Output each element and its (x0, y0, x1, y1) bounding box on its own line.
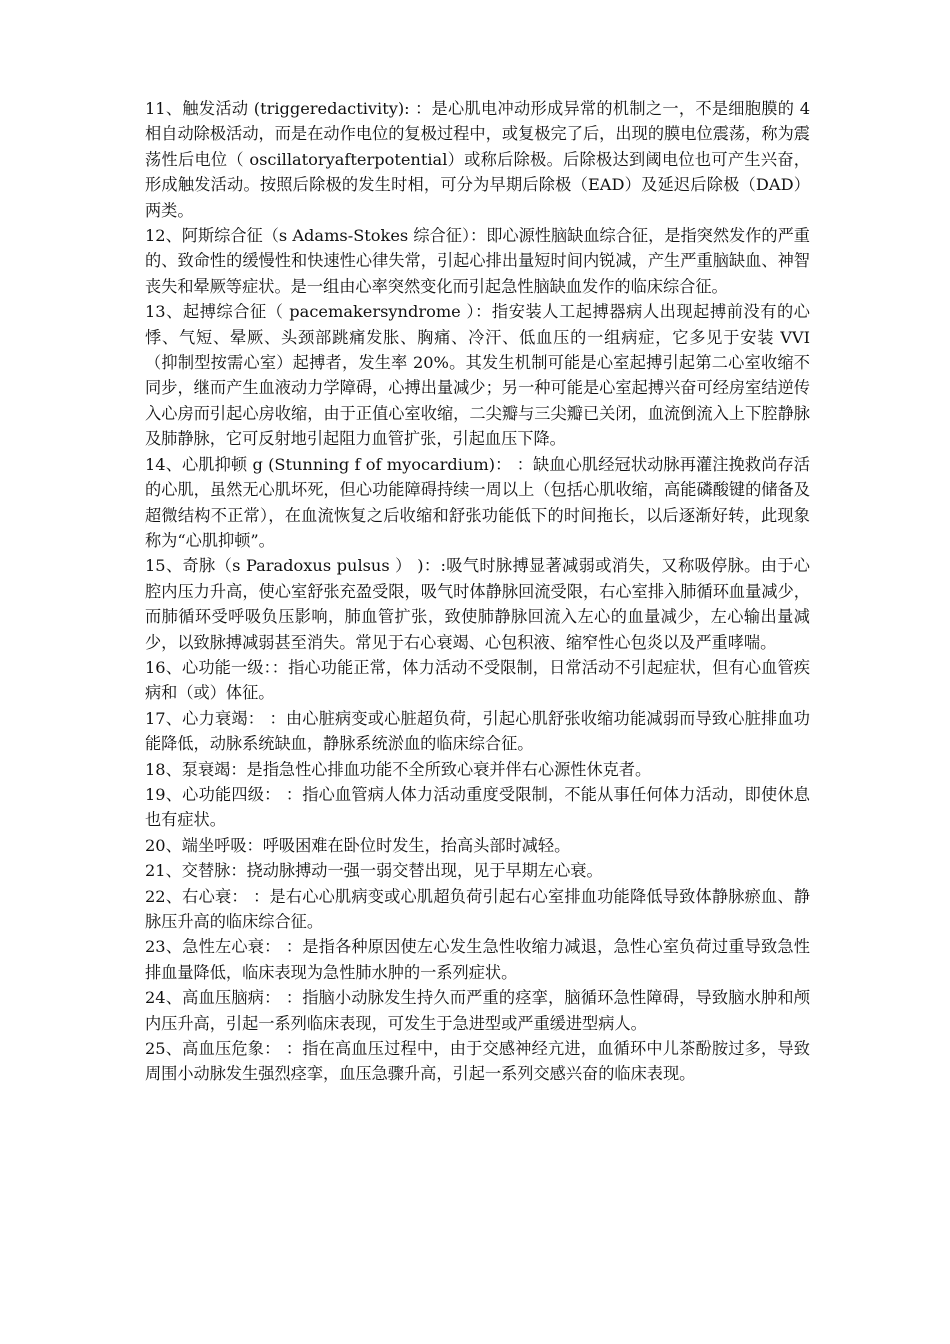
glossary-entry-16: 16、心功能一级：：指心功能正常，体力活动不受限制，日常活动不引起症状，但有心血管疾病和（或）体征。 (145, 657, 810, 703)
glossary-entry-12: 12、阿斯综合征（s Adams-Stokes 综合征）：即心源性脑缺血综合征，是指突然发作的严重的、致命性的缓慢性和快速性心律失常，引起心排出量短时间内锐减，产生严重脑缺血、神智丧失和晕厥等症状。是一组由心率突然变化而引起急性脑缺血发作的临床综合征。 (145, 226, 810, 296)
glossary-entry-11: 11、触发活动 (triggeredactivity): ：是心肌电冲动形成异常的机制之一，不是细胞膜的 4 相自动除极活动，而是在动作电位的复极过程中，或复极完了后，出现的膜电位震荡，称为震荡性后电位（ oscillatoryafterpotential）或称后除极。后除极达到阈电位也可产生兴奋，形成触发活动。按照后除极的发生时相，可分为早期后除极（EAD）及延迟后除极（DAD）两类。 (145, 99, 810, 220)
glossary-entry-13: 13、起搏综合征（ pacemakersyndrome ）：指安装人工起搏器病人出现起搏前没有的心悸、气短、晕厥、头颈部跳痛发胀、胸痛、冷汗、低血压的一组病症，它多见于安装 VVI（抑制型按需心室）起搏者，发生率 20%。其发生机制可能是心室起搏引起第二心室收缩不同步，继而产生血液动力学障碍，心搏出量减少；另一种可能是心室起搏兴奋可经房室结逆传入心房而引起心房收缩，由于正值心室收缩，二尖瓣与三尖瓣已关闭，血流倒流入上下腔静脉及肺静脉，它可反射地引起阻力血管扩张，引起血压下降。 (145, 302, 810, 449)
glossary-entry-24: 24、高血压脑病： ：指脑小动脉发生持久而严重的痉挛，脑循环急性障碍，导致脑水肿和颅内压升高，引起一系列临床表现，可发生于急进型或严重缓进型病人。 (145, 988, 810, 1033)
glossary-entry-17: 17、心力衰竭： ：由心脏病变或心脏超负荷，引起心肌舒张收缩功能减弱而导致心脏排血功能降低，动脉系统缺血，静脉系统淤血的临床综合征。 (145, 708, 810, 754)
glossary-entry-19: 19、心功能四级： ：指心血管病人体力活动重度受限制，不能从事任何体力活动，即使休息也有症状。 (145, 784, 810, 830)
glossary-entry-25: 25、高血压危象： ：指在高血压过程中，由于交感神经亢进，血循环中儿茶酚胺过多，导致周围小动脉发生强烈痉挛，血压急骤升高，引起一系列交感兴奋的临床表现。 (145, 1039, 810, 1084)
glossary-entry-23: 23、急性左心衰： ：是指各种原因使左心发生急性收缩力减退，急性心室负荷过重导致急性排血量降低，临床表现为急性肺水肿的一系列症状。 (145, 937, 810, 982)
glossary-entry-22: 22、右心衰： ：是右心心肌病变或心肌超负荷引起右心室排血功能降低导致体静脉瘀血、静脉压升高的临床综合征。 (145, 886, 810, 931)
glossary-entry-21: 21、交替脉：挠动脉搏动一强一弱交替出现，见于早期左心衰。 (145, 861, 603, 881)
glossary-text (145, 96, 810, 1087)
glossary-entry-20: 20、端坐呼吸：呼吸困难在卧位时发生，抬高头部时减轻。 (145, 835, 571, 855)
glossary-entry-15: 15、奇脉（s Paradoxus pulsus ） )：:吸气时脉搏显著减弱或消失，又称吸停脉。由于心腔内压力升高，使心室舒张充盈受限，吸气时体静脉回流受限，右心室排入肺循环血量减少，而肺循环受呼吸负压影响，肺血管扩张，致使肺静脉回流入左心的血量减少，左心输出量减少，以致脉搏减弱甚至消失。常见于右心衰竭、心包积液、缩窄性心包炎以及严重哮喘。 (145, 556, 810, 652)
glossary-entry-18: 18、泵衰竭：是指急性心排血功能不全所致心衰并伴右心源性休克者。 (145, 759, 652, 779)
glossary-entry-14: 14、心肌抑顿 g (Stunning f of myocardium)： ：缺血心肌经冠状动脉再灌注挽救尚存活的心肌，虽然无心肌坏死，但心功能障碍持续一周以上（包括心肌收缩，高能磷酸键的储备及超微结构不正常），在血流恢复之后收缩和舒张功能低下的时间拖长，以后逐渐好转，此现象称为“心肌抑顿”。 (145, 454, 810, 550)
